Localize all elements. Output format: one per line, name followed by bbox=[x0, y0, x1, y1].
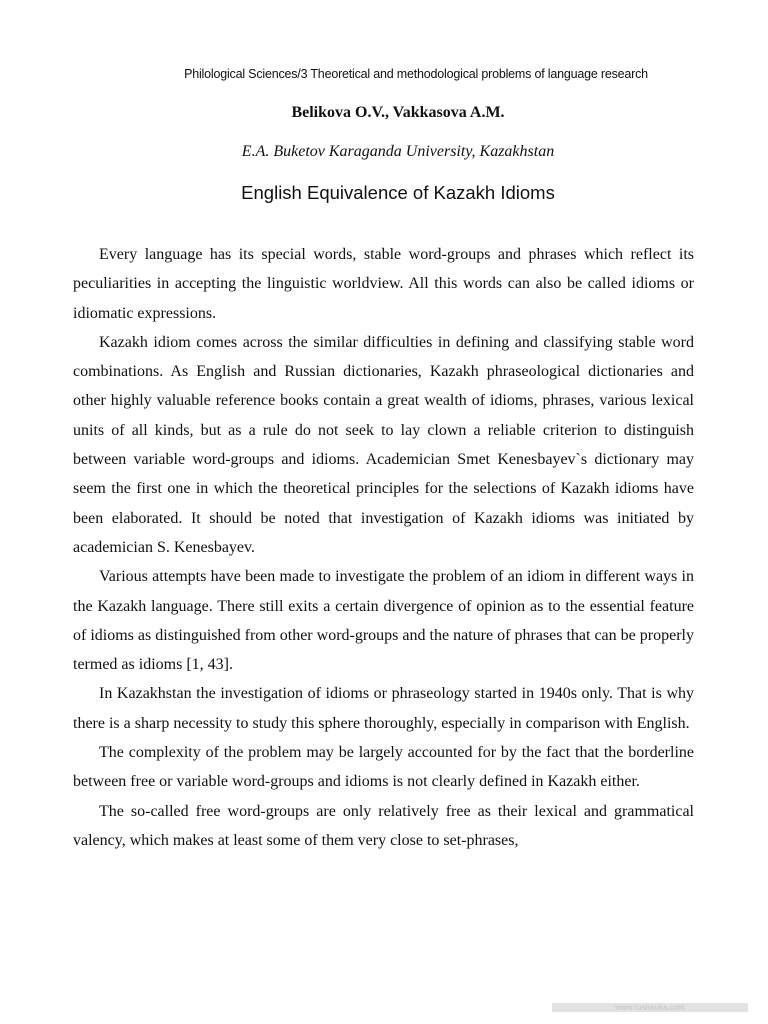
paper-title: English Equivalence of Kazakh Idioms bbox=[241, 182, 555, 203]
paragraph-2: Kazakh idiom comes across the similar difficulties in defining and classifying stable word combinations. As English and Russian dictionaries, Kazakh phraseological dictionaries and other highly valuable reference books contain a great wealth of idioms, phrases, various lexical units of all kinds, but as a rule do not seek to lay clown a reliable criterion to distinguish between variable word-groups and idioms. Academician Smet Kenesbayev`s dictionary may seem the first one in which the theoretical principles for the selections of Kazakh idioms have been elaborated. It should be noted that investigation of Kazakh idioms was initiated by academician S. Kenesbayev. bbox=[73, 333, 694, 556]
paragraph-5: The complexity of the problem may be largely accounted for by the fact that the borderline between free or variable word-groups and idioms is not clearly defined in Kazakh either. bbox=[73, 744, 694, 791]
section-header: Philological Sciences/3 Theoretical and methodological problems of language research bbox=[184, 67, 648, 81]
paragraph-6: The so-called free word-groups are only relatively free as their lexical and grammatical valency, which makes at least some of them very close to set-phrases, bbox=[73, 802, 694, 849]
paragraph-1: Every language has its special words, stable word-groups and phrases which reflect its peculiarities in accepting the linguistic worldview. All this words can also be called idioms or idiomatic expressions. bbox=[73, 246, 694, 322]
affiliation: E.A. Buketov Karaganda University, Kazakhstan bbox=[241, 143, 555, 160]
watermark: www.rusnauka.com bbox=[552, 1003, 748, 1012]
paragraph-3: Various attempts have been made to investigate the problem of an idiom in different ways in the Kazakh language. There still exits a certain divergence of opinion as to the essential feature of idioms as distinguished from other word-groups and the nature of phrases that can be properly termed as idioms [1, 43]. bbox=[73, 568, 694, 674]
paragraph-4: In Kazakhstan the investigation of idioms or phraseology started in 1940s only. That is why there is a sharp necessity to study this sphere thoroughly, especially in comparison with English. bbox=[73, 685, 694, 732]
authors: Belikova O.V., Vakkasova A.M. bbox=[291, 104, 505, 121]
article-body bbox=[73, 240, 694, 855]
